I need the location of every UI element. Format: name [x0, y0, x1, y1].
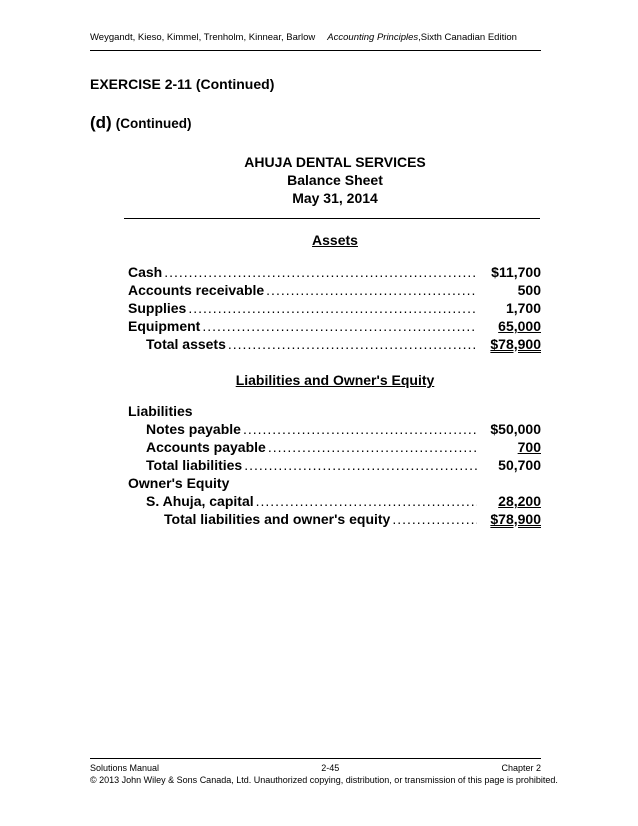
footer-rule [90, 758, 541, 759]
asset-row-supplies [128, 299, 541, 317]
part-letter: (d) [90, 113, 112, 132]
row-label: Accounts payable [146, 439, 266, 455]
header-authors: Weygandt, Kieso, Kimmel, Trenholm, Kinnear, Barlow [90, 32, 316, 43]
row-label: Total assets [146, 336, 226, 352]
leader-dots [228, 335, 477, 353]
leader-dots [392, 510, 477, 528]
company-name: AHUJA DENTAL SERVICES [244, 154, 426, 170]
copyright-notice: © 2013 John Wiley & Sons Canada, Ltd. Unauthorized copying, distribution, or transmission of this page is prohibited. [90, 775, 558, 785]
row-amount: $11,700 [491, 264, 541, 280]
liabilities-equity-heading: Liabilities and Owner's Equity [235, 372, 435, 388]
row-total-liabilities-equity [128, 510, 541, 528]
row-amount: 65,000 [498, 318, 541, 334]
liabilities-subheading [128, 402, 541, 420]
asset-row-cash [128, 263, 541, 281]
row-amount: 500 [517, 282, 541, 298]
row-amount: 700 [517, 439, 541, 455]
assets-section [128, 263, 541, 353]
row-amount: $78,900 [490, 511, 541, 527]
header-book-title: Accounting Principles [327, 32, 419, 43]
liabilities-equity-section [128, 402, 541, 528]
assets-heading: Assets [312, 232, 358, 248]
row-notes-payable [128, 420, 541, 438]
page-header [90, 32, 517, 43]
row-accounts-payable [128, 438, 541, 456]
asset-row-accounts-receivable [128, 281, 541, 299]
equity-subheading [128, 474, 541, 492]
statement-date: May 31, 2014 [292, 190, 378, 206]
leader-dots [244, 456, 477, 474]
part-suffix: (Continued) [115, 116, 192, 131]
asset-row-equipment [128, 317, 541, 335]
header-edition: ,Sixth Canadian Edition [418, 32, 517, 43]
leader-dots [268, 438, 477, 456]
row-amount: 50,700 [498, 457, 541, 473]
part-heading [90, 113, 191, 133]
row-label: Accounts receivable [128, 282, 265, 298]
asset-row-total [128, 335, 541, 353]
row-amount: 28,200 [498, 493, 541, 509]
statement-heading [130, 153, 540, 207]
leader-dots [188, 299, 477, 317]
row-amount: $50,000 [490, 421, 541, 437]
statement-name: Balance Sheet [287, 172, 383, 188]
row-label: Liabilities [128, 403, 193, 419]
page-footer [90, 763, 541, 773]
leader-dots [266, 281, 477, 299]
row-label: Notes payable [146, 421, 241, 437]
row-label: Cash [128, 264, 163, 280]
leader-dots [243, 420, 477, 438]
row-label: S. Ahuja, capital [146, 493, 254, 509]
footer-right: Chapter 2 [501, 763, 541, 773]
leader-dots [202, 317, 477, 335]
row-label: Supplies [128, 300, 187, 316]
leader-dots [256, 492, 477, 510]
row-capital [128, 492, 541, 510]
row-label: Total liabilities and owner's equity [164, 511, 391, 527]
footer-left: Solutions Manual [90, 763, 160, 773]
row-total-liabilities [128, 456, 541, 474]
row-label: Total liabilities [146, 457, 243, 473]
row-label: Owner's Equity [128, 475, 230, 491]
header-rule [90, 50, 541, 51]
leader-dots [164, 263, 477, 281]
row-amount: 1,700 [505, 300, 541, 316]
row-amount: $78,900 [490, 336, 541, 352]
page-number: 2-45 [321, 763, 340, 773]
row-label: Equipment [128, 318, 201, 334]
statement-rule [124, 218, 540, 219]
exercise-title: EXERCISE 2-11 (Continued) [90, 76, 275, 92]
